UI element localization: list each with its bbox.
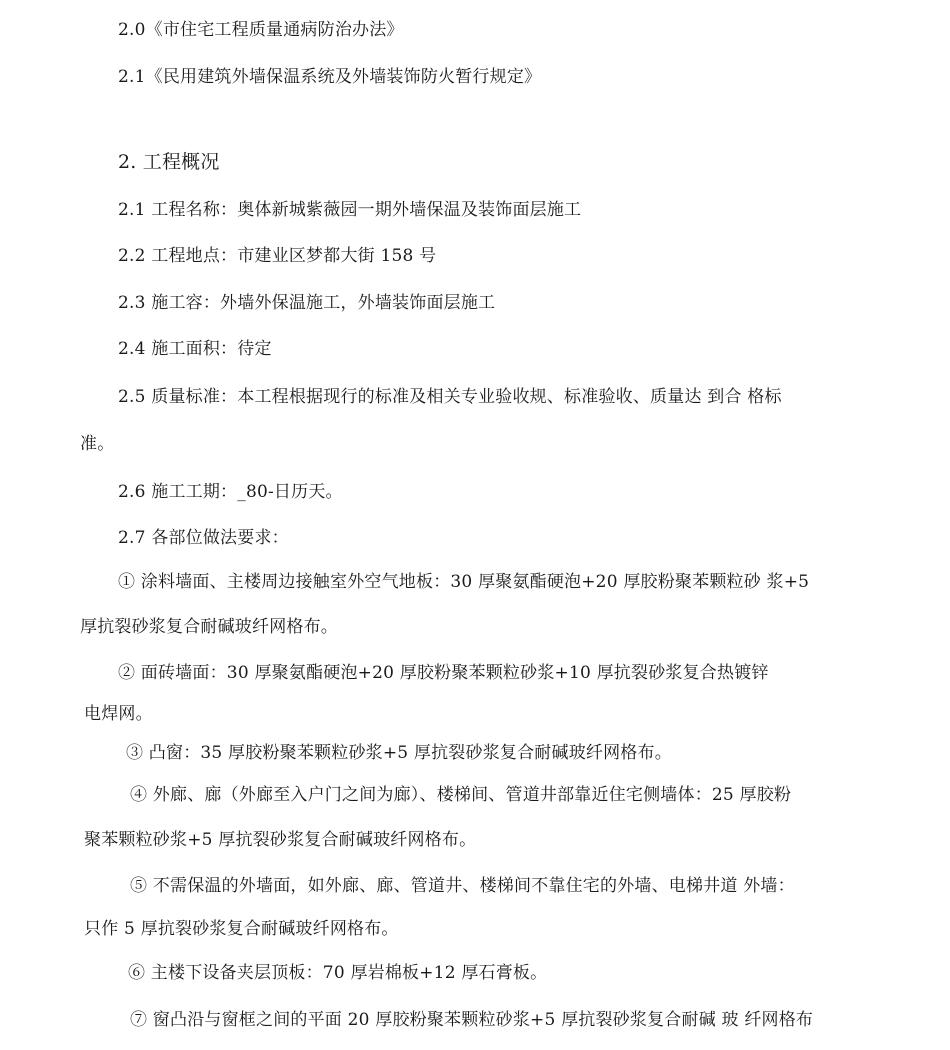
reference-line-2-0: 2.0《市住宅工程质量通病防治办法》: [118, 20, 404, 40]
quality-standard-line: 2.5 质量标准：本工程根据现行的标准及相关专业验收规、标准验收、质量达 到合 格标: [118, 387, 782, 407]
construction-period-line: 2.6 施工工期：_80-日历天。: [118, 482, 343, 502]
item-5-line: ⑤ 不需保温的外墙面，如外廊、廊、管道井、楼梯间不靠住宅的外墙、电梯井道 外墙：: [130, 876, 795, 896]
item-1-continuation: 厚抗裂砂浆复合耐碱玻纤网格布。: [80, 617, 338, 637]
project-name-line: 2.1 工程名称：奥体新城紫薇园一期外墙保温及装饰面层施工: [118, 200, 582, 220]
item-5-continuation: 只作 5 厚抗裂砂浆复合耐碱玻纤网格布。: [84, 919, 399, 939]
item-6-line: ⑥ 主楼下设备夹层顶板：70 厚岩棉板+12 厚石膏板。: [128, 963, 548, 983]
item-7-line: ⑦ 窗凸沿与窗框之间的平面 20 厚胶粉聚苯颗粒砂浆+5 厚抗裂砂浆复合耐碱 玻 纤网格布: [130, 1010, 814, 1030]
item-4-continuation: 聚苯颗粒砂浆+5 厚抗裂砂浆复合耐碱玻纤网格布。: [84, 830, 477, 850]
item-3-line: ③ 凸窗：35 厚胶粉聚苯颗粒砂浆+5 厚抗裂砂浆复合耐碱玻纤网格布。: [126, 743, 672, 763]
construction-content-line: 2.3 施工容：外墙外保温施工，外墙装饰面层施工: [118, 293, 496, 313]
section-heading-project-overview: 2. 工程概况: [118, 151, 220, 173]
item-2-continuation: 电焊网。: [84, 704, 153, 724]
project-location-line: 2.2 工程地点：市建业区梦都大街 158 号: [118, 246, 437, 266]
item-4-line: ④ 外廊、廊（外廊至入户门之间为廊）、楼梯间、管道井部靠近住宅侧墙体：25 厚胶粉: [130, 785, 792, 805]
quality-standard-continuation: 准。: [80, 434, 115, 454]
reference-line-2-1: 2.1《民用建筑外墙保温系统及外墙装饰防火暂行规定》: [118, 67, 542, 87]
item-2-line: ② 面砖墙面：30 厚聚氨酯硬泡+20 厚胶粉聚苯颗粒砂浆+10 厚抗裂砂浆复合热镀锌: [118, 663, 769, 683]
method-requirements-line: 2.7 各部位做法要求：: [118, 528, 289, 548]
item-1-line: ① 涂料墙面、主楼周边接触室外空气地板：30 厚聚氨酯硬泡+20 厚胶粉聚苯颗粒砂 浆+5: [118, 572, 810, 592]
construction-area-line: 2.4 施工面积：待定: [118, 339, 272, 359]
